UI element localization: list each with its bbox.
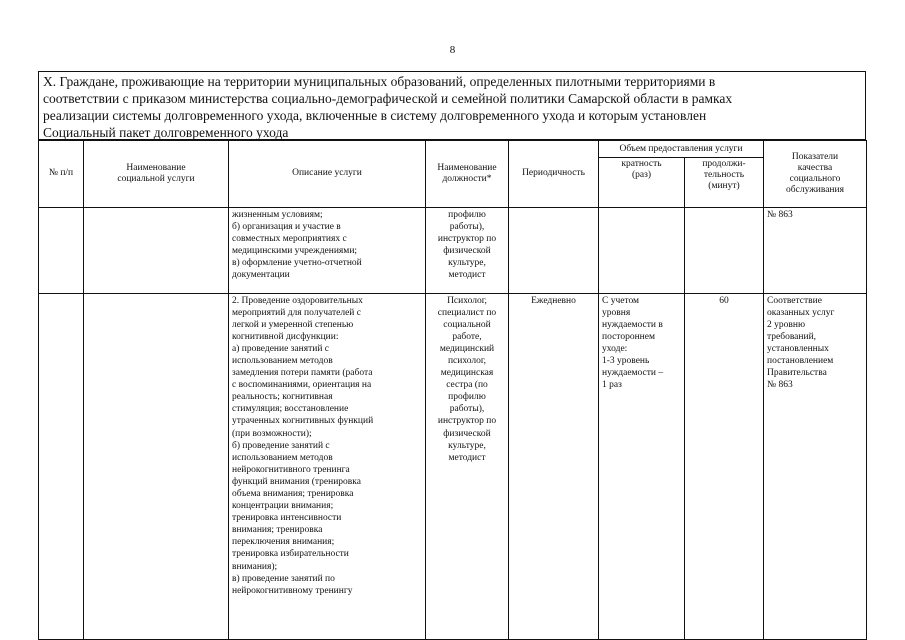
cell-line: функций внимания (тренировка [232,476,361,487]
cell-frequency [599,293,685,639]
header-frequency [599,158,685,207]
header-line: обслуживания [786,184,844,195]
header-line: Наименование [437,162,497,173]
cell-line: использованием методов [232,355,333,366]
section-title-line: реализации системы долговременного ухода, включенные в систему долговременного ухода и которым установлен [43,108,707,123]
cell-line: № 863 [767,209,793,220]
cell-line: работы), [449,221,485,232]
cell-line: 2 уровню [767,319,806,330]
cell-line: когнитивной дисфункции: [232,331,339,342]
cell-line: постороннем [602,331,655,342]
cell-quality [764,293,867,639]
cell-line: психолог, [447,355,487,366]
cell-line: нейрокогнитивному тренингу [232,585,353,596]
header-line: тельность [703,170,745,181]
cell-line: медицинский [439,343,495,354]
cell-position [426,293,509,639]
cell-line: легкой и умеренной степенью [232,319,354,330]
cell-frequency [599,207,685,293]
cell-line: Соответствие [767,295,822,306]
cell-line: внимания); [232,561,278,572]
cell-line: медицинская [440,368,494,379]
cell-line: а) проведение занятий с [232,343,330,354]
cell-periodicity: Ежедневно [509,293,599,639]
cell-line: замедления потери памяти (работа [232,368,373,379]
cell-line: методист [448,452,486,463]
cell-num [39,293,84,639]
cell-line: нуждаемости в [602,319,663,330]
header-volume: Объем предоставления услуги [599,141,764,158]
header-line: должности* [442,173,492,184]
cell-position [426,207,509,293]
cell-line: Правительства [767,368,827,379]
header-line: Наименование [126,162,186,173]
cell-service-name [84,207,229,293]
cell-line: сестра (по [446,380,488,391]
cell-periodicity [509,207,599,293]
header-line: социального [789,173,841,184]
cell-line: использованием методов [232,452,333,463]
cell-line: уходе: [602,343,628,354]
table-header-row [39,141,867,158]
header-description: Описание услуги [229,141,426,208]
header-duration [685,158,764,207]
cell-line: 2. Проведение оздоровительных [232,295,363,306]
cell-description [229,207,426,293]
cell-line: Психолог, [447,295,487,306]
header-service-name [84,141,229,208]
cell-line: нейрокогнитивного тренинга [232,464,350,475]
cell-line: требований, [767,331,817,342]
cell-line: медицинскими учреждениями; [232,245,358,256]
cell-num [39,207,84,293]
cell-line: инструктор по [437,233,497,244]
cell-line: № 863 [767,380,793,391]
cell-line: совместных мероприятиях с [232,233,347,244]
cell-line: уровня [602,307,631,318]
cell-line: культуре, [448,440,486,451]
cell-line: культуре, [448,258,486,269]
header-periodicity: Периодичность [509,141,599,208]
cell-line: реальность; когнитивная [232,392,333,403]
cell-line: с воспоминаниями, ориентация на [232,380,372,391]
cell-line: 1 раз [602,380,622,391]
cell-line: постановлением [767,355,834,366]
cell-line: концентрации внимания; [232,501,334,512]
section-title-line: X. Граждане, проживающие на территории муниципальных образований, определенных пилотными территориями в [43,74,716,89]
cell-duration [685,207,764,293]
cell-line: социальной [443,319,491,330]
cell-line: 1-3 уровень [602,355,650,366]
section-title [38,71,866,140]
cell-line: стимуляция; восстановление [232,404,349,415]
cell-line: методист [448,270,486,281]
header-line: социальной услуги [117,173,195,184]
cell-line: нуждаемости – [602,368,664,379]
cell-line: жизненным условиям; [232,209,323,220]
cell-duration: 60 [685,293,764,639]
cell-line: документации [232,270,290,281]
cell-quality [764,207,867,293]
cell-line: переключения внимания; [232,537,335,548]
cell-line: инструктор по [437,416,497,427]
header-line: качества [797,162,833,173]
cell-line: утраченных когнитивных функций [232,416,374,427]
cell-line: работе, [452,331,482,342]
header-line: кратность [621,159,662,170]
header-quality [764,141,867,208]
cell-line: б) проведение занятий с [232,440,330,451]
header-line: Показатели [791,151,839,162]
cell-line: С учетом [602,295,640,306]
cell-line: б) организация и участие в [232,221,341,232]
cell-description [229,293,426,639]
section-title-line: Социальный пакет долговременного ухода [43,125,289,140]
cell-line: (при возможности); [232,428,312,439]
cell-line: специалист по [437,307,497,318]
page-number: 8 [449,44,456,56]
cell-line: тренировка избирательности [232,549,349,560]
cell-line: физической [443,428,491,439]
cell-line: внимания; тренировка [232,525,323,536]
cell-line: в) проведение занятий по [232,573,335,584]
cell-line: профилю [448,392,486,403]
header-line: (минут) [708,181,740,192]
cell-line: объема внимания; тренировка [232,489,354,500]
cell-line: работы), [449,404,485,415]
cell-line: установленных [767,343,829,354]
section-title-line: соответствии с приказом министерства социально-демографической и семейной политики Самарской области в рамках [43,91,733,106]
cell-line: в) оформление учетно-отчетной [232,258,362,269]
cell-line: оказанных услуг [767,307,835,318]
header-position [426,141,509,208]
header-line: (раз) [631,170,652,181]
cell-line: тренировка интенсивности [232,513,342,524]
header-line: продолжи- [702,159,746,170]
table-row [39,207,867,293]
header-num: № п/п [39,141,84,208]
cell-line: физической [443,245,491,256]
services-table [38,140,867,640]
cell-service-name [84,293,229,639]
table-row [39,293,867,639]
cell-line: мероприятий для получателей с [232,307,361,318]
cell-line: профилю [448,209,486,220]
